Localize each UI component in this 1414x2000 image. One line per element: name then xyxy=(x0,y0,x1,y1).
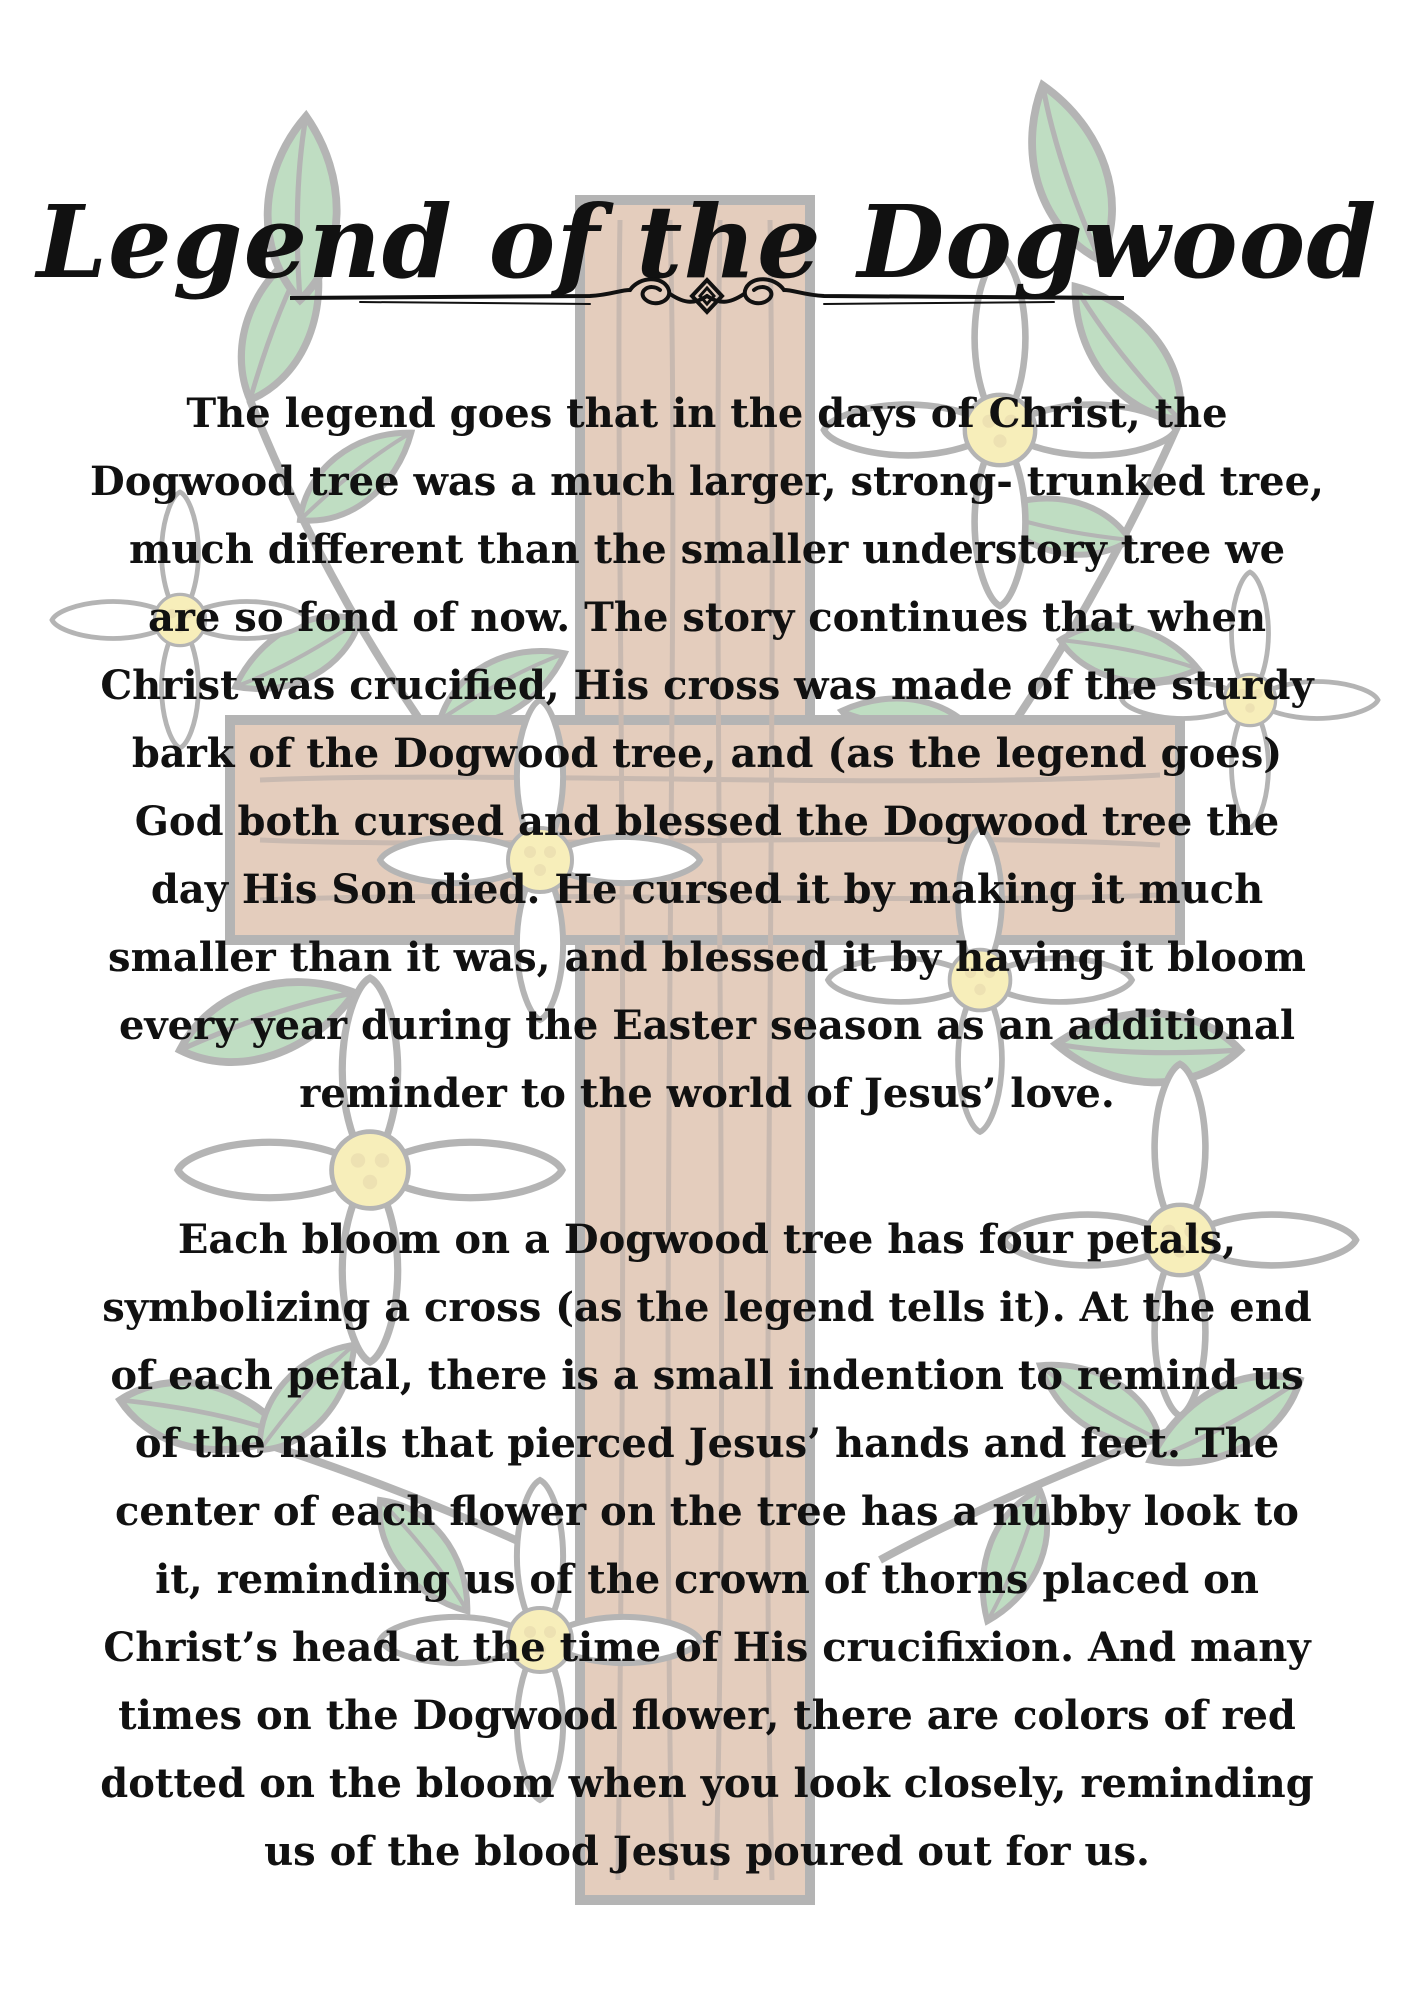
paragraph-legend-intro: The legend goes that in the days of Christ, the Dogwood tree was a much larger, strong- trunked tree, much different than the smaller understory tree we are so fond of now. The story continues that when Christ was crucified, His cross was made of the sturdy bark of the Dogwood tree, and (as the legend goes) God both cursed and blessed the Dogwood tree the day His Son died. He cursed it by making it much smaller than it was, and blessed it by having it bloom every year during the Easter season as an additional reminder to the world of Jesus’ love. xyxy=(90,390,1324,1117)
paragraph-bloom-symbolism: Each bloom on a Dogwood tree has four petals, symbolizing a cross (as the legend tells it). At the end of each petal, there is a small indention to remind us of the nails that pierced Jesus’ hands and feet. The center of each flower on the tree has a nubby look to it, reminding us of the crown of thorns placed on Christ’s head at the time of His crucifixion. And many times on the Dogwood flower, there are colors of red dotted on the bloom when you look closely, reminding us of the blood Jesus poured out for us. xyxy=(100,1216,1314,1875)
flourish-divider-icon xyxy=(290,268,1124,328)
page-title: Legend of the Dogwood xyxy=(36,183,1378,301)
